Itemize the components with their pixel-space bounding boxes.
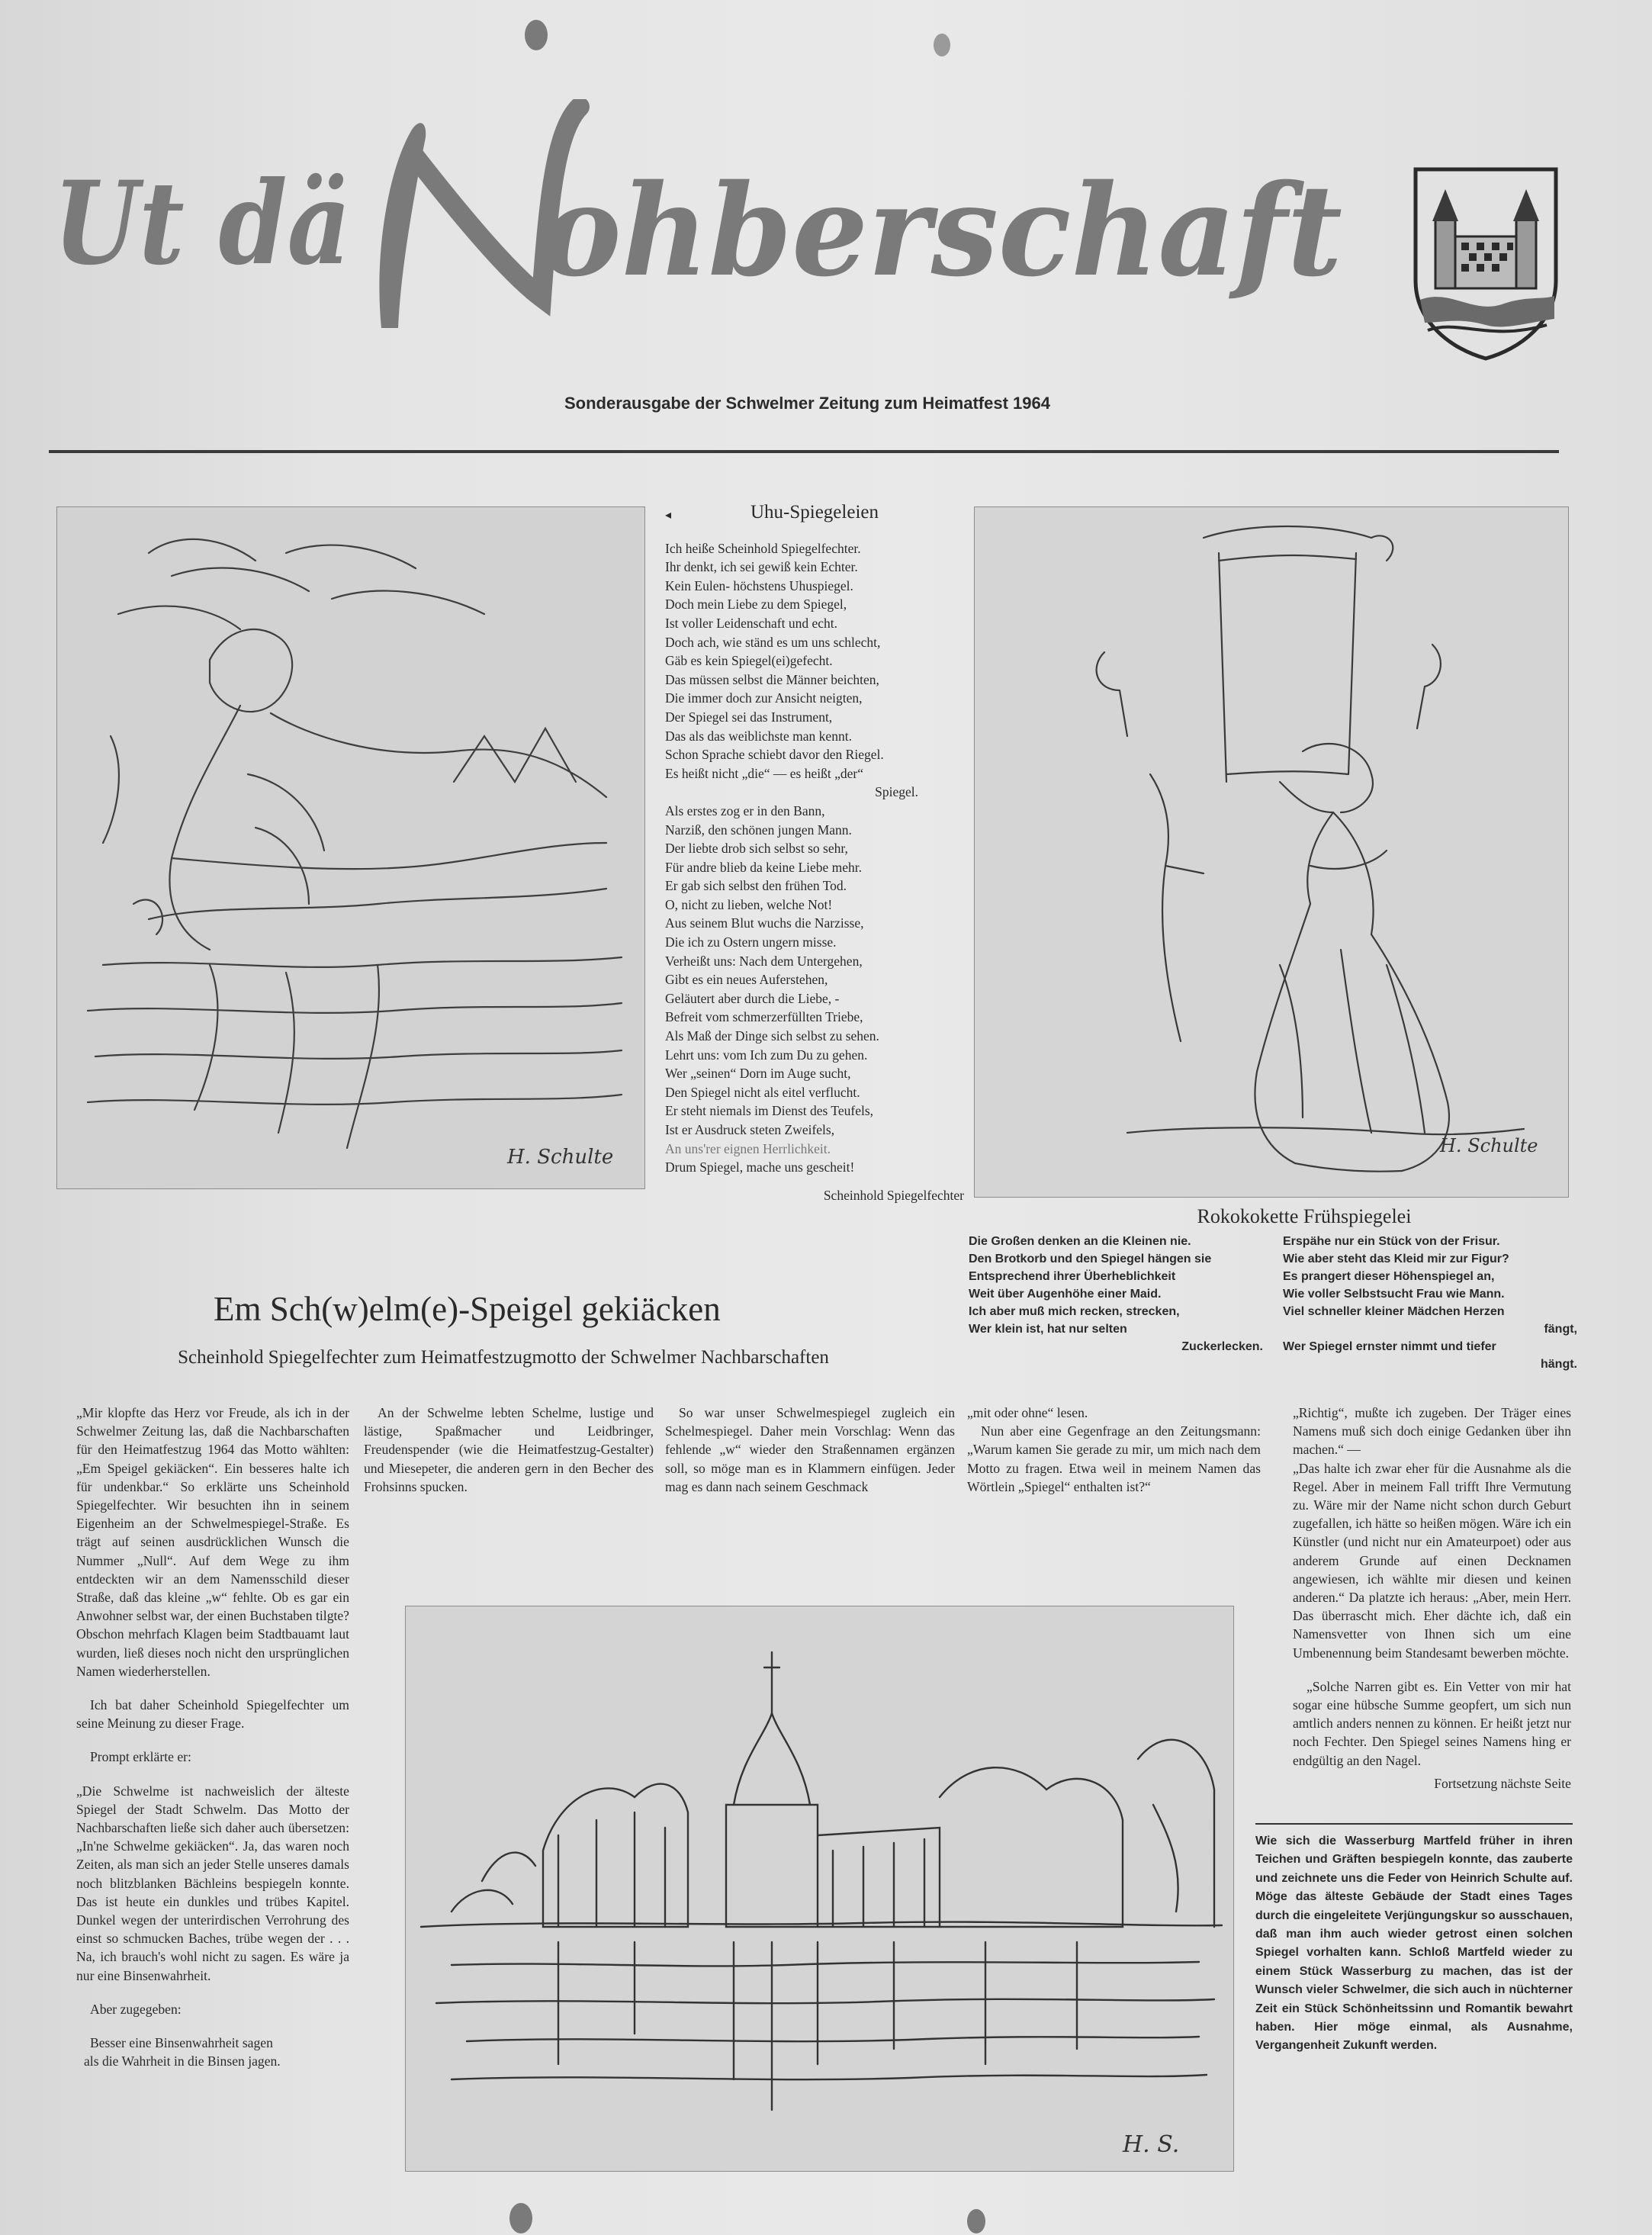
poem-uhu-spiegeleien: [665, 503, 964, 1204]
poem-line: Als Maß der Dinge sich selbst zu sehen.: [665, 1028, 879, 1044]
rokoko-line: Wie voller Selbstsucht Frau wie Mann.: [1283, 1288, 1505, 1301]
poem-line: Der Spiegel sei das Instrument,: [665, 709, 833, 725]
punch-hole-icon: [967, 2209, 985, 2233]
poem-line: Kein Eulen- höchstens Uhuspiegel.: [665, 577, 853, 593]
wasserburg-signature: H. S.: [1123, 2131, 1180, 2158]
poem-title: Uhu-Spiegeleien: [750, 502, 879, 523]
article-paragraph: An der Schwelme lebten Schelme, lustige und lästige, Spaßmacher und Leidbringer, Freudenspender (wie die Heimatfestzug-Gestalter) und Miesepeter, die anderen gern in den Becher des Frohsinns spucken.: [364, 1405, 654, 1494]
poem-line: Aus seinem Blut wuchs die Narzisse,: [665, 915, 864, 931]
article-column-1: [76, 1404, 349, 2071]
drawing-wasserburg-martfeld-icon: [406, 1606, 1233, 2171]
poem-line: Für andre blieb da keine Liebe mehr.: [665, 859, 863, 875]
article-column-4: [967, 1404, 1261, 1511]
rokoko-line: Zuckerlecken.: [1181, 1340, 1263, 1353]
article-column-3: [665, 1404, 955, 1511]
poem-line: Das müssen selbst die Männer beichten,: [665, 671, 879, 687]
poem-line: Spiegel.: [875, 784, 918, 800]
rokoko-line: Wer Spiegel ernster nimmt und tiefer: [1283, 1340, 1496, 1353]
rokoko-line: Entsprechend ihrer Überheblichkeit: [969, 1270, 1176, 1283]
poem-line: Ist er Ausdruck steten Zweifels,: [665, 1122, 835, 1137]
rokoko-line: fängt,: [1544, 1323, 1577, 1336]
poem-line: Der liebte drob sich selbst so sehr,: [665, 841, 848, 857]
rokoko-left-column: [969, 1233, 1263, 1355]
article-paragraph: Prompt erklärte er:: [90, 1749, 191, 1765]
narcissus-signature: H. Schulte: [507, 1146, 614, 1169]
masthead-word-ohberschaft: ohberschaft: [542, 156, 1342, 304]
poem-line: Wer „seinen“ Dorn im Auge sucht,: [665, 1066, 851, 1082]
poem-line: Doch ach, wie ständ es um uns schlecht,: [665, 634, 881, 650]
masthead-word-ut-dae: Ut dä: [53, 156, 351, 291]
article-paragraph: „mit oder ohne“ lesen.: [967, 1405, 1088, 1420]
poem-line: Er steht niemals im Dienst des Teufels,: [665, 1103, 874, 1119]
punch-hole-icon: [934, 34, 950, 56]
poem-line: Als erstes zog er in den Bann,: [665, 802, 825, 818]
poem-line: Drum Spiegel, mache uns gescheit!: [665, 1159, 855, 1175]
drawing-narcissus-icon: [57, 507, 644, 1188]
poem-line: Gibt es ein neues Auferstehen,: [665, 972, 828, 988]
poem-line: Die ich zu Ostern ungern misse.: [665, 934, 837, 950]
masthead-title: [53, 99, 1342, 351]
closing-line: als die Wahrheit in die Binsen jagen.: [84, 2053, 281, 2069]
rokoko-line: Ich aber muß mich recken, strecken,: [969, 1305, 1180, 1318]
poem-line: Er gab sich selbst den frühen Tod.: [665, 878, 847, 894]
drawing-rococo-lady-mirror-icon: [975, 507, 1568, 1197]
poem-line: Den Spiegel nicht als eitel verflucht.: [665, 1084, 860, 1100]
rokoko-line: hängt.: [1541, 1358, 1577, 1371]
article-paragraph: Aber zugegeben:: [90, 2001, 182, 2017]
masthead-subtitle: Sonderausgabe der Schwelmer Zeitung zum Heimatfest 1964: [564, 394, 1050, 413]
poem-line: Narziß, den schönen jungen Mann.: [665, 822, 852, 838]
rokoko-line: Es prangert dieser Höhenspiegel an,: [1283, 1270, 1495, 1283]
article-column-2: [364, 1404, 654, 1511]
poem-line: Es heißt nicht „die“ — es heißt „der“: [665, 765, 863, 781]
poem-line: Ich heiße Scheinhold Spiegelfechter.: [665, 540, 861, 556]
article-paragraph: „Die Schwelme ist nachweislich der älteste Spiegel der Stadt Schwelm. Das Motto der Nachbarschaften ließe sich daher auch übersetzen: „In'ne Schwelme gekiäcken“. Ja, das waren noch Zeiten, als man sich an jeder Stelle unseres damals noch blitzblanken Bächleins bespiegeln konnte. Das ist heute ein dunkles und trübes Kapitel. Dunkel wegen der unterirdischen Verrohrung des einst so schmucken Baches, trübe wegen der . . . Na, ich brauch's wohl nicht zu sagen. Es wäre ja nur eine Binsenwahrheit.: [76, 1783, 349, 1983]
poem-line: Lehrt uns: vom Ich zum Du zu gehen.: [665, 1047, 868, 1063]
poem-line: Ist voller Leidenschaft und echt.: [665, 615, 837, 631]
poem-line: Das als das weiblichste man kennt.: [665, 728, 852, 744]
continued-note: Fortsetzung nächste Seite: [1434, 1775, 1571, 1791]
article-column-5: [1293, 1404, 1571, 1793]
poem-line: An uns'rer eignen Herrlichkeit.: [665, 1140, 831, 1156]
closing-line: Besser eine Binsenwahrheit sagen: [90, 2035, 273, 2051]
rokoko-right-column: [1283, 1233, 1577, 1373]
punch-hole-icon: [509, 2203, 532, 2233]
rococo-signature: H. Schulte: [1440, 1135, 1538, 1156]
article-deck: Scheinhold Spiegelfechter zum Heimatfestzugmotto der Schwelmer Nachbarschaften: [178, 1347, 829, 1368]
article-paragraph: „Das halte ich zwar eher für die Ausnahme als die Regel. Aber in meinem Fall trifft Ihre Vermutung zu. Wäre mir der Name nicht schon durch Geburt zugefallen, ich hätte so heißen mögen. Wäre ich ein Künstler (und nicht nur ein Amateurpoet) oder aus anderem Grunde auf einen Decknamen angewiesen, ich wählte mir diesen und keinen anderen.“ Da platzte ich heraus: „Aber, mein Herr. Das überrascht mich. Eher dächte ich, daß ein Namensvetter von Ihnen sich um eine Umbenennung beim Standesamt bewerben möchte.: [1293, 1460, 1571, 1661]
poem-line: O, nicht zu lieben, welche Not!: [665, 896, 833, 912]
poem-line: Schon Sprache schiebt davor den Riegel.: [665, 747, 884, 763]
article-paragraph: „Solche Narren gibt es. Ein Vetter von mir hat sogar eine hübsche Summe geopfert, um sich nun amtlich anders nennen zu können. Er heißt jetzt nur noch Fechter. Den Spiegel seines Namens hing er endgültig an den Nagel.: [1293, 1678, 1571, 1768]
rokoko-line: Erspähe nur ein Stück von der Frisur.: [1283, 1235, 1500, 1248]
wasserburg-illustration: [405, 1606, 1234, 2172]
narcissus-illustration: [56, 506, 645, 1189]
article-paragraph: So war unser Schwelmespiegel zugleich ein Schelmespiegel. Daher mein Vorschlag: Wenn das fehlende „w“ wieder den Straßennamen ergänzen soll, so möge man es in Klammern einfügen. Jeder mag es dann nach seinem Geschmack: [665, 1405, 955, 1494]
rokoko-line: Weit über Augenhöhe einer Maid.: [969, 1288, 1162, 1301]
punch-hole-icon: [525, 20, 548, 50]
poem-line: Doch mein Liebe zu dem Spiegel,: [665, 597, 847, 613]
rokoko-title: Rokokokette Frühspiegelei: [1197, 1205, 1412, 1227]
poem-line: Gäb es kein Spiegel(ei)gefecht.: [665, 653, 833, 669]
rokoko-line: Die Großen denken an die Kleinen nie.: [969, 1235, 1191, 1248]
article-paragraph: „Richtig“, mußte ich zugeben. Der Träger eines Namens muß sich doch einige Gedanken über ihn machen.“ —: [1293, 1405, 1571, 1458]
poem-line: Befreit vom schmerzerfüllten Triebe,: [665, 1009, 863, 1025]
masthead-rule: [49, 450, 1559, 453]
poem-line: Geläutert aber durch die Liebe, -: [665, 990, 840, 1006]
poem-signature: Scheinhold Spiegelfechter: [823, 1187, 964, 1203]
poem-line: Verheißt uns: Nach dem Untergehen,: [665, 953, 863, 969]
article-paragraph: Nun aber eine Gegenfrage an den Zeitungsmann: „Warum kamen Sie gerade zu mir, um mich nach dem Motto zu fragen. Etwa weil in meinem Namen das Wörtlein „Spiegel“ enthalten ist?“: [967, 1423, 1261, 1494]
article-paragraph: „Mir klopfte das Herz vor Freude, als ich in der Schwelmer Zeitung las, daß die Nachbarschaften für den Heimatfestzug 1964 das Motto wählten: „Em Speigel gekiäcken“. Ein besseres halte ich für undenkbar.“ So erklärte uns Scheinhold Spiegelfechter. Wir besuchten ihn in seinem Eigenheim an der Schwelmespiegel-Straße. Es trägt auf seinen ausdrücklichen Wunsch die Nummer „Null“. Auf dem Wege zu ihm entdeckten wir an dem Namensschild dieser Straße, daß das kleine „w“ fehlte. Ob es gar ein Anwohner selbst war, der einen Buchstaben tilgte? Obschon mehrfach Klagen beim Stadtbauamt laut wurden, ließ dieses noch nicht den ursprünglichen Namen wiederherstellen.: [76, 1405, 349, 1679]
arrow-left-icon: ◂: [665, 509, 672, 522]
rokoko-line: Den Brotkorb und den Spiegel hängen sie: [969, 1253, 1212, 1265]
caption-box: Wie sich die Wasserburg Martfeld früher in ihren Teichen und Gräften bespiegeln konnte, das zauberte und zeichnete uns die Feder von Heinrich Schulte auf. Möge das älteste Gebäude der Stadt eines Tages durch die eingeleitete Verjüngungskur so ausschauen, daß man ihm auch wieder getrost einen solchen Spiegel vorhalten kann. Schloß Martfeld wieder zu einem Stück Wasserburg zu machen, das ist der Wunsch vieler Schwelmer, die sich auch in nüchterner Zeit ein Stück Schönheitssinn und Romantik bewahrt haben. Hier möge einmal, als Ausnahme, Vergangenheit Zukunft werden.: [1255, 1823, 1573, 2056]
rokoko-line: Wer klein ist, hat nur selten: [969, 1323, 1127, 1336]
article-paragraph: Ich bat daher Scheinhold Spiegelfechter um seine Meinung zu dieser Frage.: [76, 1697, 349, 1732]
rococo-illustration: [974, 506, 1569, 1198]
poem-line: Ihr denkt, ich sei gewiß kein Echter.: [665, 559, 858, 575]
article-headline: Em Sch(w)elm(e)-Speigel gekiäcken: [214, 1290, 721, 1328]
rokoko-line: Viel schneller kleiner Mädchen Herzen: [1283, 1305, 1505, 1318]
rokoko-line: Wie aber steht das Kleid mir zur Figur?: [1283, 1253, 1509, 1265]
coat-of-arms-icon: [1413, 166, 1559, 362]
poem-line: Die immer doch zur Ansicht neigten,: [665, 690, 863, 706]
